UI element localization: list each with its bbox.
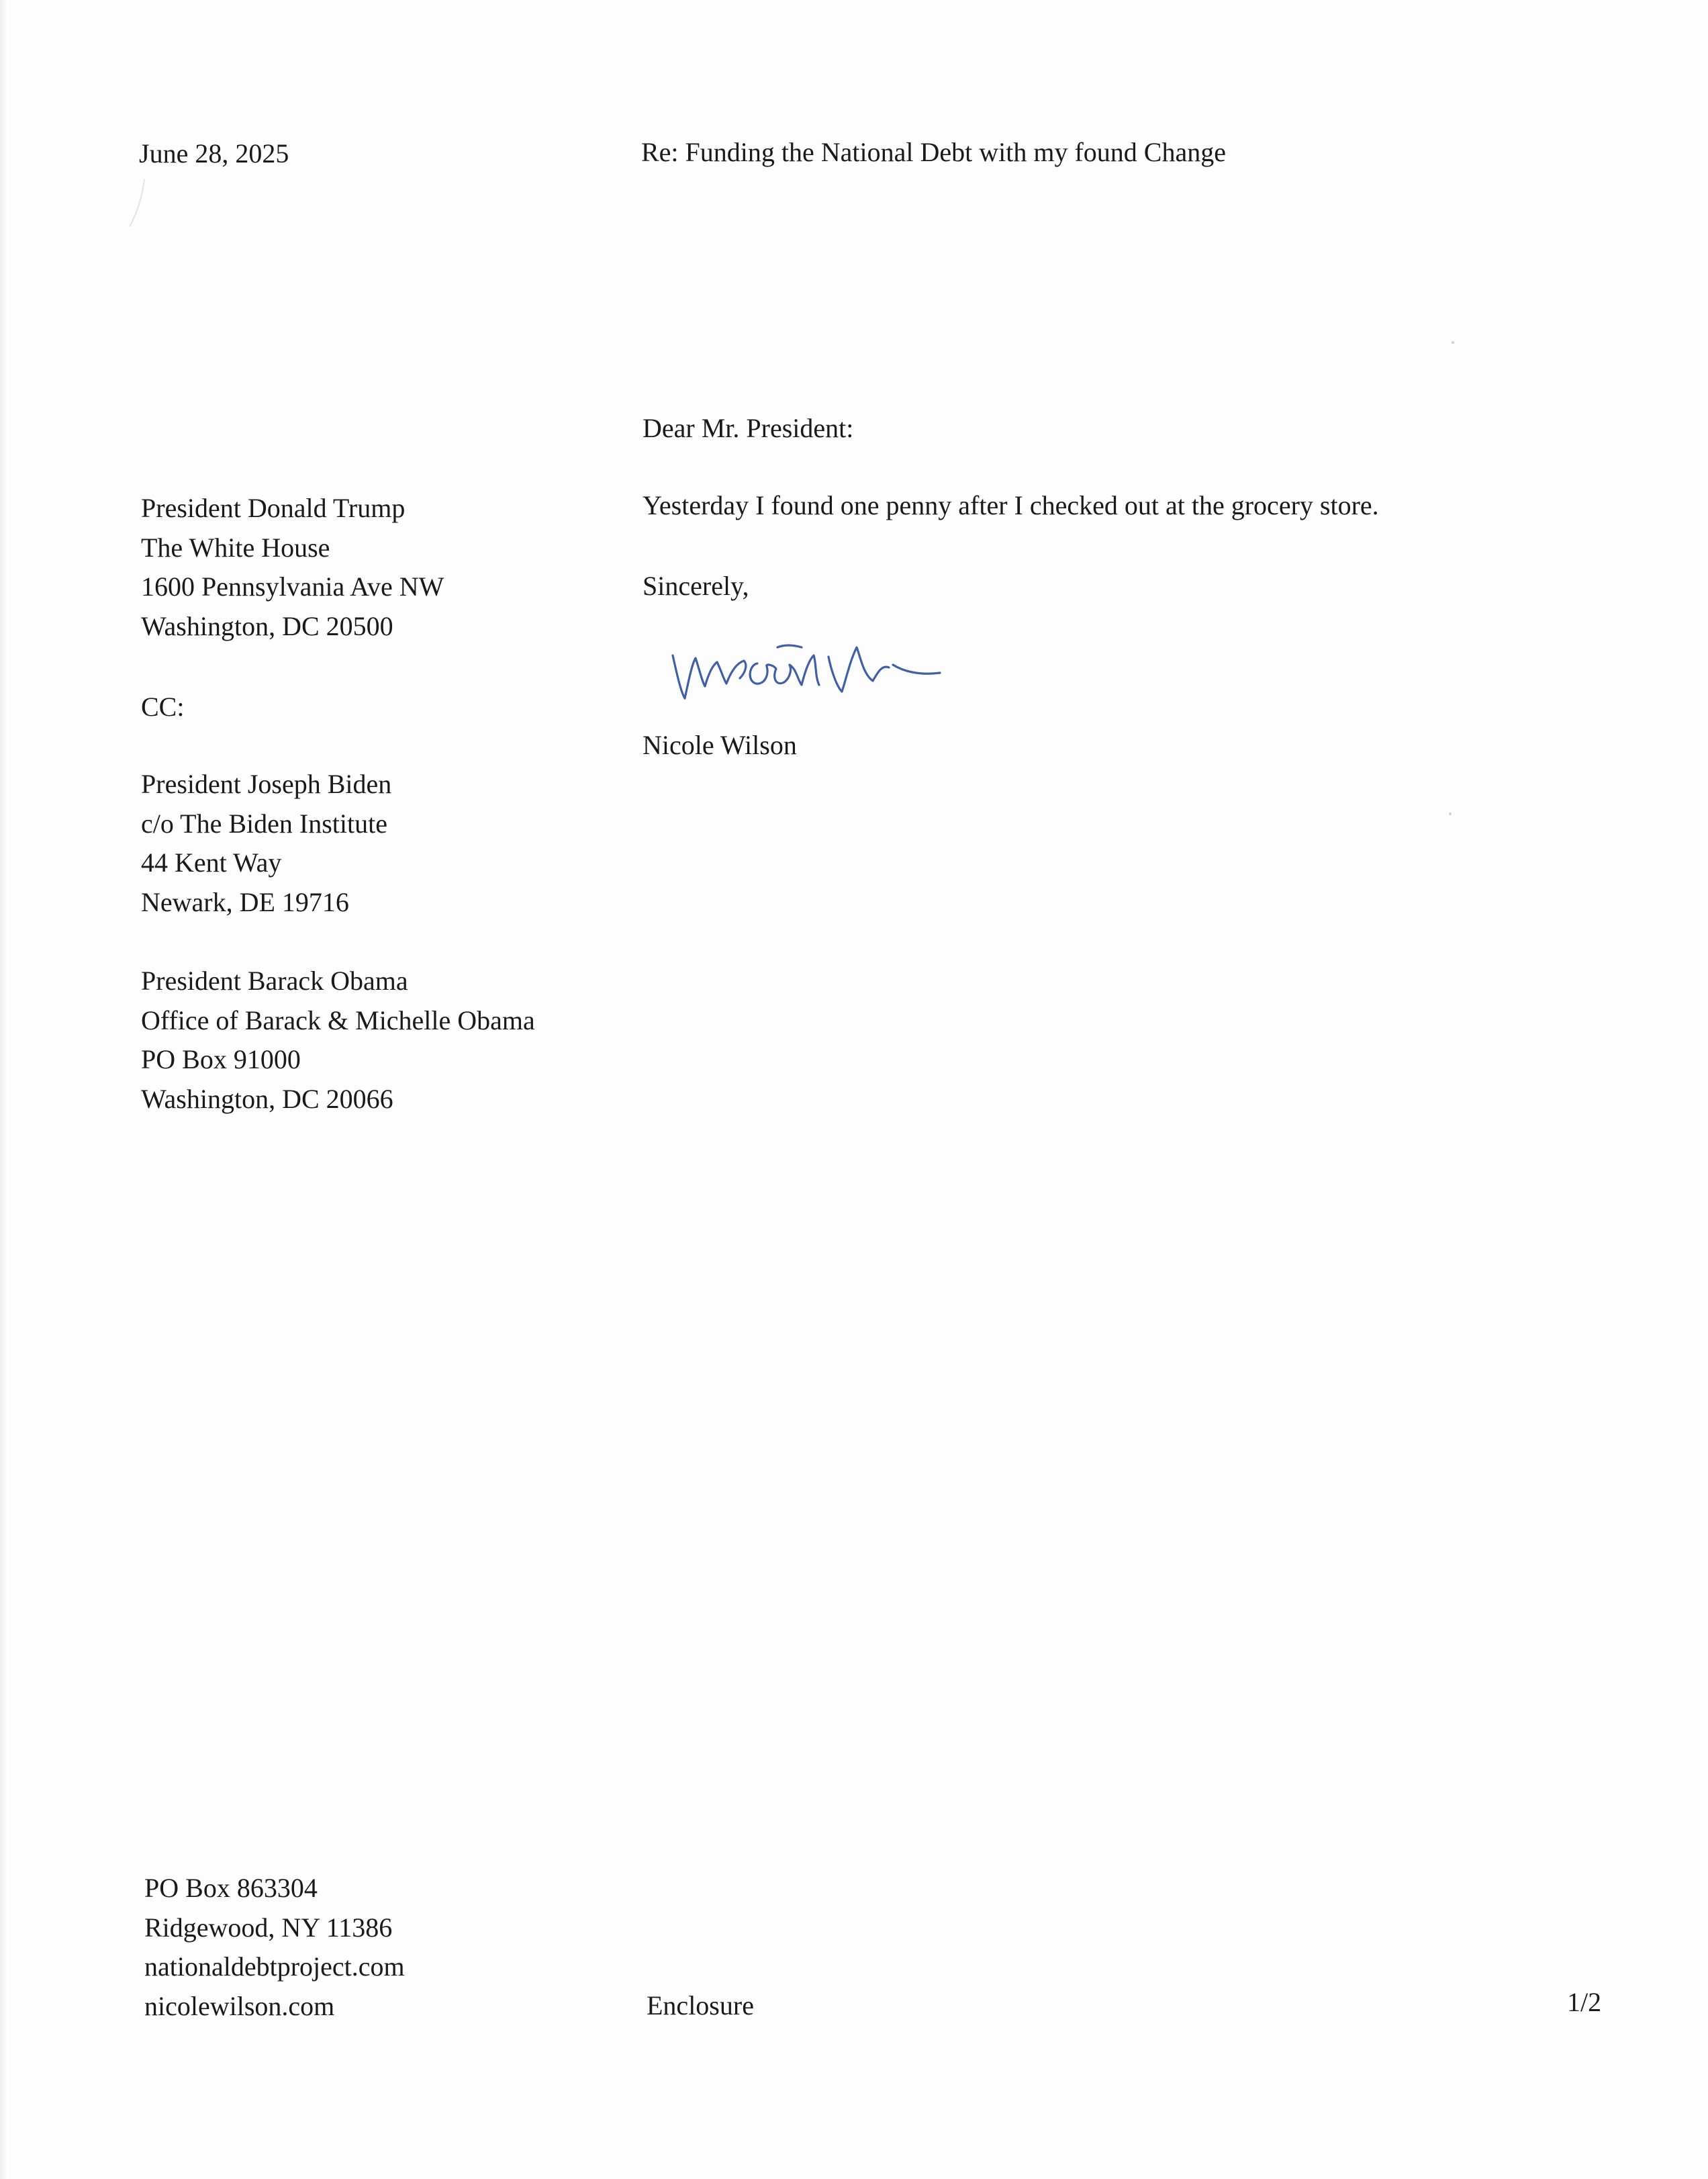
page-number: 1/2 [1567, 1987, 1602, 2017]
address-line: 44 Kent Way [141, 847, 282, 878]
salutation: Dear Mr. President: [643, 413, 854, 443]
address-line: Washington, DC 20500 [141, 610, 393, 641]
letter-body: Yesterday I found one penny after I checked out at the grocery store. [643, 490, 1379, 520]
footer-line: PO Box 863304 [144, 1873, 318, 1903]
enclosure-note: Enclosure [647, 1990, 754, 2021]
letter-subject: Re: Funding the National Debt with my found Change [641, 137, 1226, 167]
closing: Sincerely, [643, 571, 749, 601]
scan-mark [124, 176, 151, 230]
address-line: PO Box 91000 [141, 1044, 301, 1074]
handwritten-signature [665, 616, 980, 717]
address-line: Newark, DE 19716 [141, 886, 349, 917]
address-line: Washington, DC 20066 [141, 1083, 393, 1114]
footer-line: nicolewilson.com [144, 1990, 335, 2021]
address-line: President Joseph Biden [141, 769, 392, 799]
address-line: President Donald Trump [141, 493, 406, 523]
letter-date: June 28, 2025 [139, 138, 289, 169]
address-line: Office of Barack & Michelle Obama [141, 1005, 535, 1035]
cc-address-obama [141, 962, 535, 1119]
footer-line: nationaldebtproject.com [144, 1951, 405, 1982]
address-line: c/o The Biden Institute [141, 808, 387, 839]
footer-line: Ridgewood, NY 11386 [144, 1912, 393, 1943]
address-line: The White House [141, 532, 330, 563]
address-line: 1600 Pennsylvania Ave NW [141, 571, 444, 602]
cc-address-biden [141, 765, 391, 922]
scan-speck [1449, 813, 1452, 815]
scan-edge-shadow [0, 0, 7, 2179]
address-line: President Barack Obama [141, 966, 408, 996]
sender-footer [144, 1869, 405, 2026]
scan-speck [1452, 341, 1454, 344]
signer-name: Nicole Wilson [643, 730, 797, 760]
cc-label: CC: [141, 692, 185, 722]
recipient-address [141, 489, 444, 646]
